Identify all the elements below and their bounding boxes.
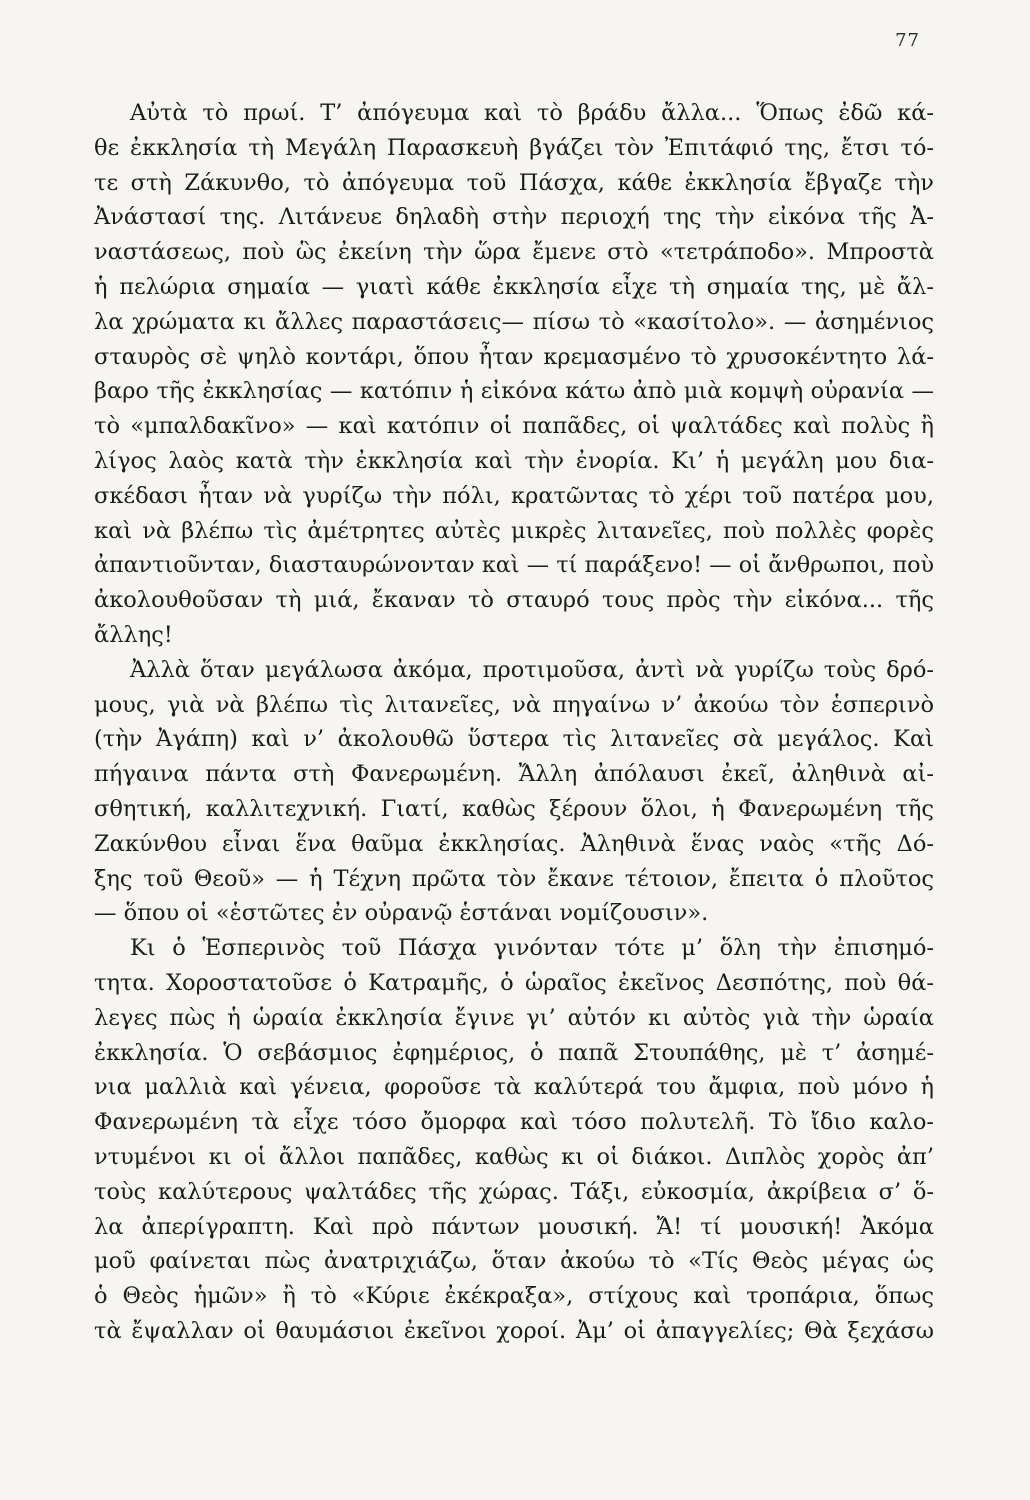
text-line: ξης τοῦ Θεοῦ» — ἡ Τέχνη πρῶτα τὸν ἔκανε τέτοιον, ἔπειτα ὁ πλοῦτος — [94, 865, 934, 892]
text-line: τὰ ἔψαλλαν οἱ θαυμάσιοι ἐκεῖνοι χοροί. Ἀμ’ οἱ ἀπαγγελίες; Θὰ ξεχάσω — [94, 1317, 934, 1344]
text-line: Ἀνάστασί της. Λιτάνευε δηλαδὴ στὴν περιοχή της τὴν εἰκόνα τῆς Ἀ- — [94, 204, 934, 231]
text-line: θε ἐκκλησία τὴ Μεγάλη Παρασκευὴ βγάζει τὸν Ἐπιτάφιό της, ἔτσι τό- — [94, 134, 934, 161]
text-line: ἡ πελώρια σημαία — γιατὶ κάθε ἐκκλησία εἶχε τὴ σημαία της, μὲ ἄλ- — [94, 273, 934, 300]
text-line: ἐκκλησία. Ὁ σεβάσμιος ἐφημέριος, ὁ παπᾶ Στουπάθης, μὲ τ’ ἀσημέ- — [94, 1039, 934, 1066]
text-line: Φανερωμένη τὰ εἶχε τόσο ὄμορφα καὶ τόσο πολυτελῆ. Τὸ ἴδιο καλο- — [94, 1109, 934, 1136]
text-line: τε στὴ Ζάκυνθο, τὸ ἀπόγευμα τοῦ Πάσχα, κάθε ἐκκλησία ἔβγαζε τὴν — [94, 169, 934, 196]
text-line: ὁ Θεὸς ἡμῶν» ἢ τὸ «Κύριε ἐκέκραξα», στίχους καὶ τροπάρια, ὅπως — [94, 1283, 934, 1310]
text-line: βαρο τῆς ἐκκλησίας — κατόπιν ἡ εἰκόνα κάτω ἀπὸ μιὰ κομψὴ οὐρανία — — [94, 378, 934, 405]
text-line: ντυμένοι κι οἱ ἄλλοι παπᾶδες, καθὼς κι οἱ διάκοι. Διπλὸς χορὸς ἀπ’ — [94, 1143, 934, 1170]
text-line: καὶ νὰ βλέπω τὶς ἀμέτρητες αὐτὲς μικρὲς λιτανεῖες, ποὺ πολλὲς φορὲς — [94, 517, 934, 544]
text-line: Ἀλλὰ ὅταν μεγάλωσα ἀκόμα, προτιμοῦσα, ἀντὶ νὰ γυρίζω τοὺς δρό- — [130, 656, 934, 683]
text-line: — ὅπου οἱ «ἑστῶτες ἐν οὐρανῷ ἑστάναι νομίζουσιν». — [94, 900, 709, 927]
text-line: Αὐτὰ τὸ πρωί. Τ’ ἀπόγευμα καὶ τὸ βράδυ ἄλλα... Ὅπως ἐδῶ κά- — [130, 100, 934, 126]
text-line: τητα. Χοροστατοῦσε ὁ Κατραμῆς, ὁ ὡραῖος ἐκεῖνος Δεσπότης, ποὺ θά- — [94, 969, 934, 996]
text-line: Κι ὁ Ἑσπερινὸς τοῦ Πάσχα γινόνταν τότε μ’ ὅλη τὴν ἐπισημό- — [130, 935, 934, 962]
text-line: σκέδασι ἦταν νὰ γυρίζω τὴν πόλι, κρατῶντας τὸ χέρι τοῦ πατέρα μου, — [94, 482, 934, 509]
text-line: πήγαινα πάντα στὴ Φανερωμένη. Ἄλλη ἀπόλαυσι ἐκεῖ, ἀληθινὰ αἰ- — [94, 761, 934, 788]
text-line: νια μαλλιὰ καὶ γένεια, φοροῦσε τὰ καλύτερά του ἄμφια, ποὺ μόνο ἡ — [94, 1074, 934, 1101]
text-line: λίγος λαὸς κατὰ τὴν ἐκκλησία καὶ τὴν ἐνορία. Κι’ ἡ μεγάλη μου δια- — [94, 447, 934, 474]
text-line: λα ἀπερίγραπτη. Καὶ πρὸ πάντων μουσική. Ἄ! τί μουσική! Ἀκόμα — [94, 1213, 934, 1240]
text-line: τὸ «μπαλδακῖνο» — καὶ κατόπιν οἱ παπᾶδες, οἱ ψαλτάδες καὶ πολὺς ἢ — [94, 413, 934, 440]
text-line: σταυρὸς σὲ ψηλὸ κοντάρι, ὅπου ἦταν κρεμασμένο τὸ χρυσοκέντητο λά- — [94, 343, 934, 370]
text-line: σθητική, καλλιτεχνική. Γιατί, καθὼς ξέρουν ὅλοι, ἡ Φανερωμένη τῆς — [94, 795, 934, 822]
text-line: μοῦ φαίνεται πὼς ἀνατριχιάζω, ὅταν ἀκούω τὸ «Τίς Θεὸς μέγας ὡς — [94, 1248, 934, 1275]
body-text — [94, 96, 934, 1349]
text-line: (τὴν Ἀγάπη) καὶ ν’ ἀκολουθῶ ὕστερα τὶς λιτανεῖες σὰ μεγάλος. Καὶ — [94, 726, 934, 753]
text-line: ἀκολουθοῦσαν τὴ μιά, ἔκαναν τὸ σταυρό τους πρὸς τὴν εἰκόνα... τῆς — [94, 587, 934, 614]
text-line: λεγες πὼς ἡ ὡραία ἐκκλησία ἔγινε γι’ αὐτόν κι αὐτὸς γιὰ τὴν ὡραία — [94, 1004, 934, 1031]
text-line: ναστάσεως, ποὺ ὣς ἐκείνη τὴν ὥρα ἔμενε στὸ «τετράποδο». Μπροστὰ — [94, 239, 934, 266]
text-line: τοὺς καλύτερους ψαλτάδες τῆς χώρας. Τάξι, εὐκοσμία, ἀκρίβεια σ’ ὅ- — [94, 1178, 934, 1205]
text-line: ἄλλης! — [94, 621, 173, 648]
text-line: ἀπαντιοῦνταν, διασταυρώνονταν καὶ — τί παράξενο! — οἱ ἄνθρωποι, ποὺ — [94, 552, 934, 579]
text-line: λα χρώματα κι ἄλλες παραστάσεις— πίσω τὸ «κασίτολο». — ἀσημένιος — [94, 308, 934, 335]
text-line: Ζακύνθου εἶναι ἕνα θαῦμα ἐκκλησίας. Ἀληθινὰ ἕνας ναὸς «τῆς Δό- — [94, 830, 934, 857]
page-number: 77 — [895, 30, 920, 51]
text-line: μους, γιὰ νὰ βλέπω τὶς λιτανεῖες, νὰ πηγαίνω ν’ ἀκούω τὸν ἑσπερινὸ — [94, 691, 934, 718]
